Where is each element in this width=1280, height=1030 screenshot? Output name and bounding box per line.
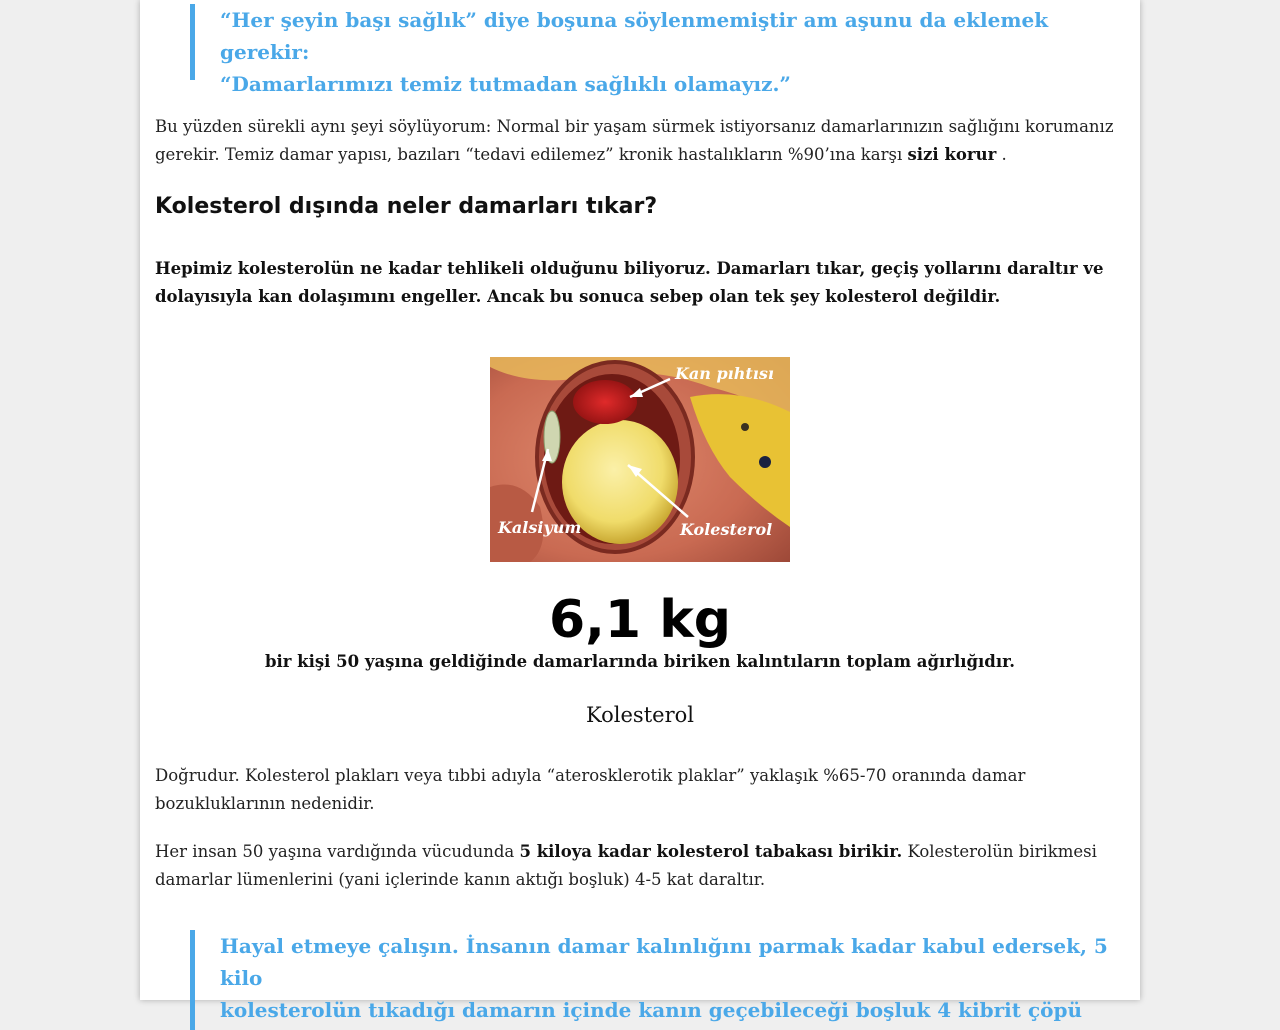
paragraph-vessel-health-text: Bu yüzden sürekli aynı şeyi söylüyorum: Normal bir yaşam sürmek istiyorsanız damarlarınızın sağlığını korumanız gerekir. Temiz damar yapısı, bazıları “tedavi edilemez” kronik hastalıkların %90’ına karşı <box>155 117 1114 164</box>
quote-bottom-line-1: Hayal etmeye çalışın. İnsanın damar kalınlığını parmak kadar kabul edersek, 5 kilo <box>220 934 1108 990</box>
fat-dark-spot <box>759 456 771 468</box>
artery-plaque-illustration <box>490 357 790 562</box>
blockquote-top <box>190 4 1120 96</box>
paragraph-cholesterol-intro: Hepimiz kolesterolün ne kadar tehlikeli olduğunu biliyoruz. Damarları tıkar, geçiş yollarını daraltır ve dolayısıyla kan dolaşımını engeller. Ancak bu sonuca sebep olan tek şey kolesterol değildir. <box>155 259 1104 306</box>
paragraph-cholesterol-weight-before: Her insan 50 yaşına vardığında vücudunda <box>155 842 520 861</box>
quote-bottom-line-2: kolesterolün tıkadığı damarın içinde kanın geçebileceği boşluk 4 kibrit çöpü <box>220 998 1082 1022</box>
fat-dark-spot-2 <box>741 423 749 431</box>
quote-top-line-2: “Damarlarımızı temiz tutmadan sağlıklı olamayız.” <box>220 72 791 96</box>
label-cholesterol: Kolesterol <box>680 520 773 539</box>
paragraph-cholesterol-weight-bold: 5 kiloya kadar kolesterol tabakası birikir. <box>519 842 903 861</box>
paragraph-vessel-health-bold: sizi korur <box>907 145 997 164</box>
quote-top-line-1: “Her şeyin başı sağlık” diye boşuna söylenmemiştir am aşunu da eklemek gerekir: <box>220 8 1049 64</box>
blockquote-bottom <box>190 930 1120 1030</box>
stat-caption: bir kişi 50 yaşına geldiğinde damarlarında biriken kalıntıların toplam ağırlığıdır. <box>264 652 1016 671</box>
paragraph-vessel-health <box>155 113 1125 169</box>
label-clot: Kan pıhtısı <box>675 364 774 383</box>
section-heading: Kolesterol dışında neler damarları tıkar? <box>155 194 658 219</box>
subheading-cholesterol: Kolesterol <box>586 703 694 727</box>
artery-plaque-svg <box>490 357 790 562</box>
blood-clot <box>573 380 637 424</box>
label-calcium: Kalsiyum <box>498 518 582 537</box>
paragraph-vessel-health-after: . <box>996 145 1007 164</box>
paragraph-cholesterol-weight <box>155 838 1125 894</box>
paragraph-plaques: Doğrudur. Kolesterol plakları veya tıbbi adıyla “aterosklerotik plaklar” yaklaşık %65-70 oranında damar bozukluklarının nedenidir. <box>155 766 1026 813</box>
stat-value: 6,1 kg <box>548 590 732 650</box>
article-page <box>140 0 1140 1022</box>
paragraph-cholesterol-weight-after: Kolesterolün birikmesi damarlar lümenlerini (yani içlerinde kanın aktığı boşluk) 4-5 kat daraltır. <box>155 842 1097 889</box>
